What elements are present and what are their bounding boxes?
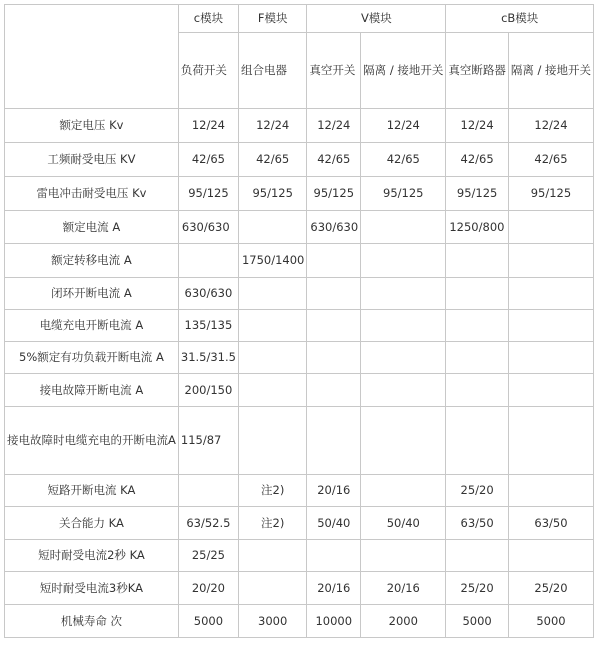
- table-row: [5, 374, 594, 407]
- value-cell: 20/16: [361, 572, 446, 605]
- value-cell: 42/65: [508, 143, 593, 177]
- table-row: [5, 109, 594, 143]
- value-cell: 12/24: [307, 109, 361, 143]
- value-cell: 630/630: [178, 278, 238, 310]
- value-cell: [238, 407, 306, 475]
- table-row: [5, 342, 594, 374]
- value-cell: [238, 540, 306, 572]
- value-cell: [307, 540, 361, 572]
- value-cell: [446, 407, 509, 475]
- corner-cell: [5, 5, 179, 109]
- row-label: 关合能力 KA: [5, 507, 179, 540]
- value-cell: [238, 310, 306, 342]
- value-cell: [361, 244, 446, 278]
- value-cell: 5000: [178, 605, 238, 638]
- value-cell: [238, 211, 306, 244]
- value-cell: [307, 374, 361, 407]
- value-cell: 10000: [307, 605, 361, 638]
- table-row: [5, 407, 594, 475]
- value-cell: [446, 244, 509, 278]
- value-cell: [361, 540, 446, 572]
- value-cell: 63/52.5: [178, 507, 238, 540]
- value-cell: [178, 244, 238, 278]
- table-row: [5, 310, 594, 342]
- value-cell: [508, 244, 593, 278]
- value-cell: [508, 211, 593, 244]
- value-cell: 20/16: [307, 475, 361, 507]
- value-cell: [446, 278, 509, 310]
- value-cell: 20/20: [178, 572, 238, 605]
- value-cell: [238, 342, 306, 374]
- value-cell: [307, 342, 361, 374]
- table-row: [5, 572, 594, 605]
- spec-table: [4, 4, 594, 638]
- module-header: c模块: [178, 5, 238, 33]
- value-cell: [508, 278, 593, 310]
- value-cell: [508, 475, 593, 507]
- row-label: 额定电流 A: [5, 211, 179, 244]
- sub-header: 隔离 / 接地开关: [361, 33, 446, 109]
- value-cell: 注2): [238, 475, 306, 507]
- value-cell: 20/16: [307, 572, 361, 605]
- sub-header: 真空开关: [307, 33, 361, 109]
- value-cell: [361, 278, 446, 310]
- sub-header: 负荷开关: [178, 33, 238, 109]
- value-cell: 50/40: [307, 507, 361, 540]
- row-label: 雷电冲击耐受电压 Kv: [5, 177, 179, 211]
- value-cell: 25/20: [446, 572, 509, 605]
- value-cell: 12/24: [238, 109, 306, 143]
- sub-header: 组合电器: [238, 33, 306, 109]
- value-cell: [238, 374, 306, 407]
- table-row: [5, 475, 594, 507]
- value-cell: [307, 278, 361, 310]
- row-label: 电缆充电开断电流 A: [5, 310, 179, 342]
- row-label: 额定转移电流 A: [5, 244, 179, 278]
- module-header: F模块: [238, 5, 306, 33]
- value-cell: 注2): [238, 507, 306, 540]
- value-cell: 630/630: [178, 211, 238, 244]
- value-cell: 25/20: [508, 572, 593, 605]
- header-row-modules: [5, 5, 594, 33]
- row-label: 短时耐受电流3秒KA: [5, 572, 179, 605]
- value-cell: 12/24: [446, 109, 509, 143]
- value-cell: [361, 475, 446, 507]
- value-cell: 95/125: [361, 177, 446, 211]
- value-cell: 95/125: [238, 177, 306, 211]
- value-cell: [508, 342, 593, 374]
- value-cell: [446, 342, 509, 374]
- value-cell: 3000: [238, 605, 306, 638]
- value-cell: [361, 342, 446, 374]
- value-cell: [446, 310, 509, 342]
- value-cell: 42/65: [361, 143, 446, 177]
- table-row: [5, 211, 594, 244]
- value-cell: 95/125: [307, 177, 361, 211]
- value-cell: [307, 407, 361, 475]
- row-label: 短路开断电流 KA: [5, 475, 179, 507]
- value-cell: 5000: [446, 605, 509, 638]
- value-cell: 630/630: [307, 211, 361, 244]
- table-row: [5, 143, 594, 177]
- table-row: [5, 278, 594, 310]
- value-cell: [361, 407, 446, 475]
- table-row: [5, 507, 594, 540]
- value-cell: 42/65: [446, 143, 509, 177]
- value-cell: [238, 278, 306, 310]
- value-cell: 63/50: [446, 507, 509, 540]
- row-label: 接电故障开断电流 A: [5, 374, 179, 407]
- value-cell: 12/24: [508, 109, 593, 143]
- row-label: 接电故障时电缆充电的开断电流A: [5, 407, 179, 475]
- row-label: 额定电压 Kv: [5, 109, 179, 143]
- table-row: [5, 605, 594, 638]
- value-cell: [307, 310, 361, 342]
- value-cell: [361, 310, 446, 342]
- value-cell: 12/24: [178, 109, 238, 143]
- value-cell: 25/25: [178, 540, 238, 572]
- table-body: [5, 109, 594, 638]
- value-cell: [178, 475, 238, 507]
- value-cell: [307, 244, 361, 278]
- table-row: [5, 244, 594, 278]
- module-header: cB模块: [446, 5, 594, 33]
- value-cell: [361, 374, 446, 407]
- value-cell: 42/65: [178, 143, 238, 177]
- row-label: 机械寿命 次: [5, 605, 179, 638]
- value-cell: 25/20: [446, 475, 509, 507]
- value-cell: [238, 572, 306, 605]
- value-cell: [446, 540, 509, 572]
- value-cell: [508, 310, 593, 342]
- value-cell: 115/87: [178, 407, 238, 475]
- value-cell: 95/125: [178, 177, 238, 211]
- value-cell: 95/125: [508, 177, 593, 211]
- value-cell: [508, 407, 593, 475]
- value-cell: [508, 540, 593, 572]
- sub-header: 真空断路器: [446, 33, 509, 109]
- value-cell: 135/135: [178, 310, 238, 342]
- row-label: 闭环开断电流 A: [5, 278, 179, 310]
- value-cell: 42/65: [238, 143, 306, 177]
- value-cell: [508, 374, 593, 407]
- row-label: 短时耐受电流2秒 KA: [5, 540, 179, 572]
- value-cell: 5000: [508, 605, 593, 638]
- value-cell: 1250/800: [446, 211, 509, 244]
- value-cell: 1750/1400: [238, 244, 306, 278]
- value-cell: [361, 211, 446, 244]
- sub-header: 隔离 / 接地开关: [508, 33, 593, 109]
- value-cell: 50/40: [361, 507, 446, 540]
- row-label: 5%额定有功负载开断电流 A: [5, 342, 179, 374]
- value-cell: 200/150: [178, 374, 238, 407]
- value-cell: 31.5/31.5: [178, 342, 238, 374]
- value-cell: 95/125: [446, 177, 509, 211]
- table-row: [5, 540, 594, 572]
- value-cell: 42/65: [307, 143, 361, 177]
- value-cell: 2000: [361, 605, 446, 638]
- value-cell: 63/50: [508, 507, 593, 540]
- row-label: 工频耐受电压 KV: [5, 143, 179, 177]
- module-header: V模块: [307, 5, 446, 33]
- value-cell: 12/24: [361, 109, 446, 143]
- value-cell: [446, 374, 509, 407]
- table-row: [5, 177, 594, 211]
